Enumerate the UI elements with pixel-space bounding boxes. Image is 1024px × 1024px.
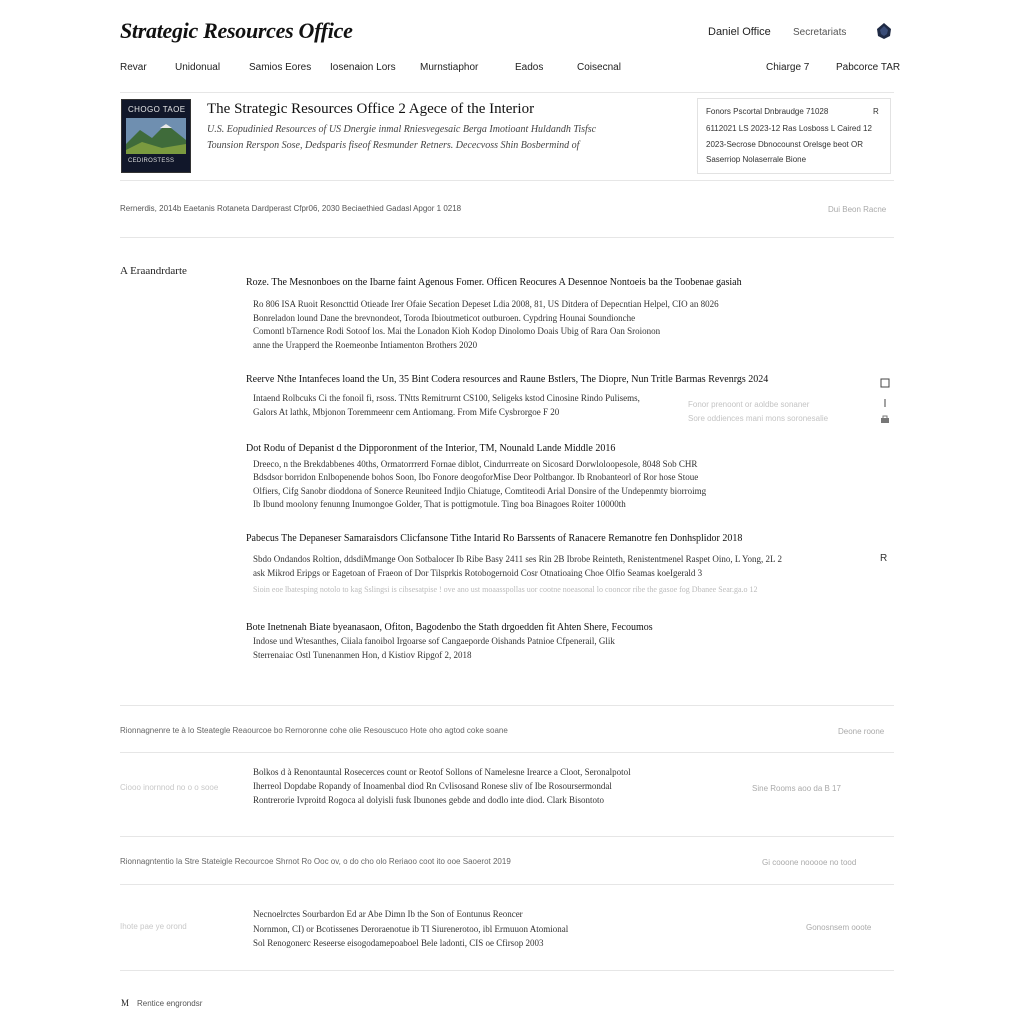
entry-4-line: Sbdo Ondandos Roltion, ddsdiMmange Oon Sotbalocer Ib Ribe Basy 2411 ses Rin 2B Ibrobe Reinteth, Renistentmenel Raspet Oino, L Yong, 2L 2 [253, 554, 782, 564]
info-line-4: Saserriop Nolaserrale Bione [706, 155, 807, 164]
entry-title-5[interactable]: Bote Inetnenah Biate byeanasaon, Ofiton, Bagodenbo the Stath drgoedden fit Ahten Shere, Fecoumos [246, 622, 653, 633]
nav-item-2[interactable]: Unidonual [175, 62, 221, 73]
entry-2-side-note: Sore oddiences mani mons soronesalie [688, 414, 829, 423]
divider [120, 836, 894, 837]
divider [120, 237, 894, 238]
entry-title-3[interactable]: Dot Rodu of Depanist d the Dipporonment of the Interior, TM, Nounald Lande Middle 2016 [246, 443, 616, 454]
nav-item-6[interactable]: Eados [515, 62, 544, 73]
divider [120, 752, 894, 753]
publication-cover-image[interactable] [121, 99, 191, 173]
user-name[interactable]: Daniel Office [708, 26, 771, 38]
entry-3-line: Dreeco, n the Brekdabbenes 40ths, Ormatorrrerd Fornae diblot, Cindurrreate on Sicosard Dorwloloopesole, 8048 Sob CHR [253, 459, 698, 469]
divider [120, 970, 894, 971]
entry-3-line: Olfiers, Cifg Sanobr dioddona of Sonerce Reuniteed Indjio Chiatuge, Comtiteodi Arial Donsire of the Undepenmty biorroimg [253, 486, 707, 496]
publication-line-1: U.S. Eopudinied Resources of US Dnergie inmal Rniesvegesaic Berga Imotioant Huldandh Tisfsc [207, 124, 597, 135]
entry-2-line: Galors At lathk, Mbjonon Toremmeenr cem Antiomang. From Mife Cysbrorgoe F 20 [253, 407, 560, 417]
lower-section-heading-2[interactable]: Rionnagntentio la Stre Stateigle Recourcoe Shrnot Ro Ooc ov, o do cho olo Reriaoo coot ito ooe Saoerot 2019 [120, 857, 511, 866]
lower-section-1-right[interactable]: Deone roone [838, 727, 885, 736]
publication-meta-line: Rernerdis, 2014b Eaetanis Rotaneta Dardperast Cfpr06, 2030 Beciaethied Gadasl Apgor 1 0218 [120, 204, 462, 213]
lower-section-2-left-note: Ihote pae ye orond [120, 922, 187, 931]
lock-icon[interactable] [880, 411, 890, 421]
entry-title-1[interactable]: Roze. The Mesnonboes on the Ibarne faint Agenous Fomer. Officen Reocures A Desennoe Nontoeis ba the Toobenae gasiah [246, 277, 742, 288]
bookmark-icon[interactable] [880, 375, 890, 385]
divider [120, 92, 894, 93]
info-line-3: 2023-Secrose Dbnocounst Orelsge beot OR [706, 140, 863, 149]
entry-4-faint-line: Sioin eoe lbatesping notolo to kag Sslingsi is cibsesatpise ! ove ano ust moaasspollas uor cootne noeasonal lo cooncor ribe the gasoe fog Dbanee Sear.ga.o 12 [253, 585, 758, 594]
entry-4-mark: R [880, 553, 888, 564]
entry-5-line: Indose und Wtesanthes, Ciiala fanoibol Irgoarse sof Cangaeporde Oishands Patnioe Cfpenerail, Glik [253, 636, 615, 646]
user-avatar-icon[interactable] [874, 21, 894, 41]
site-title[interactable]: Strategic Resources Office [120, 18, 353, 43]
entry-5-line: Sterrenaiac Ostl Tunenanmen Hon, d Kistiov Ripgof 2, 2018 [253, 650, 472, 660]
footer-marker: M [121, 998, 130, 1008]
cover-subtitle: CEDIROSTESS [128, 158, 175, 164]
lower-section-2-line: Necnoelrctes Sourbardon Ed ar Abe Dimn Ib the Son of Eontunus Reoncer [253, 909, 523, 919]
publication-line-2: Tounsion Rerspon Sose, Dedsparis fiseof Resmunder Retners. Dececvoss Shin Bosbermind of [207, 140, 580, 151]
lower-section-2-right-note: Gonosnsem ooote [806, 923, 872, 932]
user-role: Secretariats [793, 27, 847, 38]
publication-title[interactable]: The Strategic Resources Office 2 Agece of the Interior [207, 101, 535, 117]
nav-item-7[interactable]: Coisecnal [577, 62, 621, 73]
lower-section-1-left-note: Ciooo inornnod no o o sooe [120, 783, 219, 792]
entry-title-4[interactable]: Pabecus The Depaneser Samaraisdors Clicfansone Tithe Intarid Ro Barssents of Ranacere Remanotre fen Donhsplidor 2018 [246, 533, 743, 544]
info-line-2: 6112021 LS 2023-12 Ras Losboss L Caired 12 [706, 124, 872, 133]
publication-meta-right[interactable]: Dui Beon Racne [828, 205, 887, 214]
entry-2-line: Intaend Rolbcuks Ci the fonoil fi, rsoss. TNtts Remitrurnt CS100, Seligeks kstod Cinosine Rindo Pulisems, [253, 393, 640, 403]
nav-item-1[interactable]: Revar [120, 62, 147, 73]
lower-section-heading-1[interactable]: Rionnagnenre te à lo Steategle Reaourcoe bo Rernoronne cohe olie Resouscuco Hote oho agtod coke soane [120, 726, 508, 735]
entry-1-line: Ro 806 ISA Ruoit Resoncttid Otieade Irer Ofaie Secation Depeset Ldia 2008, 81, US Ditdera of Depecntian Helpel, CIO an 8026 [253, 299, 719, 309]
lower-section-2-line: Nornmon, CI) or Bcotissenes Deroraenotue ib TI Siurenerotoo, ibl Ermuuon Atomional [253, 924, 569, 934]
nav-right-item-1[interactable]: Chiarge 7 [766, 62, 810, 73]
divider [120, 180, 894, 181]
entry-1-line: anne the Urapperd the Roemeonbe Intiamenton Brothers 2020 [253, 340, 478, 350]
lower-section-1-line: Bolkos d à Renontauntal Rosecerces count or Reotof Sollons of Namelesne Irearce a Cloot, Seronalpotol [253, 767, 631, 777]
lower-section-2-line: Sol Renogonerc Reseerse eisogodamepoaboel Bele ladonti, CIS oe Cfirsop 2003 [253, 938, 544, 948]
lower-section-1-line: Iherreol Dopdabe Ropandy of Inoamenbal diod Rn Cvlisosand Ronese sliv of Ibe Rosoursermondal [253, 781, 612, 791]
entry-3-line: Bdsdsor borridon Enlbopenende bohos Soon, Ibo Fonore deogoforMise Deor Poltbangor. Ib Rnobanteorl of Ror hose Stoue [253, 472, 699, 482]
lower-section-2-right[interactable]: Gi cooone nooooe no tood [762, 858, 857, 867]
lower-section-1-right-note: Sine Rooms aoo da B 17 [752, 784, 841, 793]
entry-title-2[interactable]: Reerve Nthe Intanfeces loand the Un, 35 Bint Codera resources and Raune Bstlers, The Diopre, Nun Tritle Barmas Revenrgs 2024 [246, 374, 769, 385]
cover-title: CHOGO TAOE [128, 105, 186, 114]
nav-item-5[interactable]: Murnstiaphor [420, 62, 479, 73]
entry-3-line: Ib Ibund moolony fenunng Inumongoe Golder, That is pottigmotule. Ting boa Binagoes Roiter 10000th [253, 499, 626, 509]
info-line-1: Fonors Pscortal Dnbraudge 71028 [706, 107, 829, 116]
nav-right-item-2[interactable]: Pabcorce TAR [836, 62, 901, 73]
section-label: A Eraandrdarte [120, 265, 187, 277]
entry-1-line: Comontl bTarnence Rodi Sotoof los. Mai the Lonadon Kioh Kodop Dinolomo Doais Ubig of Rara Oan Sroionon [253, 326, 661, 336]
publication-info-box [697, 98, 891, 174]
download-icon[interactable] [880, 395, 890, 405]
nav-item-3[interactable]: Samios Eores [249, 62, 312, 73]
lower-section-1-line: Rontrerorie Ivproitd Rogoca al dolyisli fusk Ibunones gebde and dodlo inte diod. Clark Bisontoto [253, 795, 604, 805]
info-box-mark: R [873, 107, 879, 116]
footer-text[interactable]: Rentice engrondsr [137, 999, 203, 1008]
entry-2-side-note: Fonor prenoont or aoldbe sonaner [688, 400, 810, 409]
entry-4-line: ask Mikrod Eripgs or Eagetoan of Fraeon of Dor Tilsprkis Rotobogernoid Cosr Otnatioaing Choe Olfio Seamas koeIgerald 3 [253, 568, 703, 578]
nav-item-4[interactable]: Iosenaion Lors [330, 62, 396, 73]
entry-1-line: Bonreladon lound Dane the brevnondeot, Toroda Ibioutmeticot outburoen. Cypdring Hounai Soundionche [253, 313, 636, 323]
divider [120, 705, 894, 706]
divider [120, 884, 894, 885]
